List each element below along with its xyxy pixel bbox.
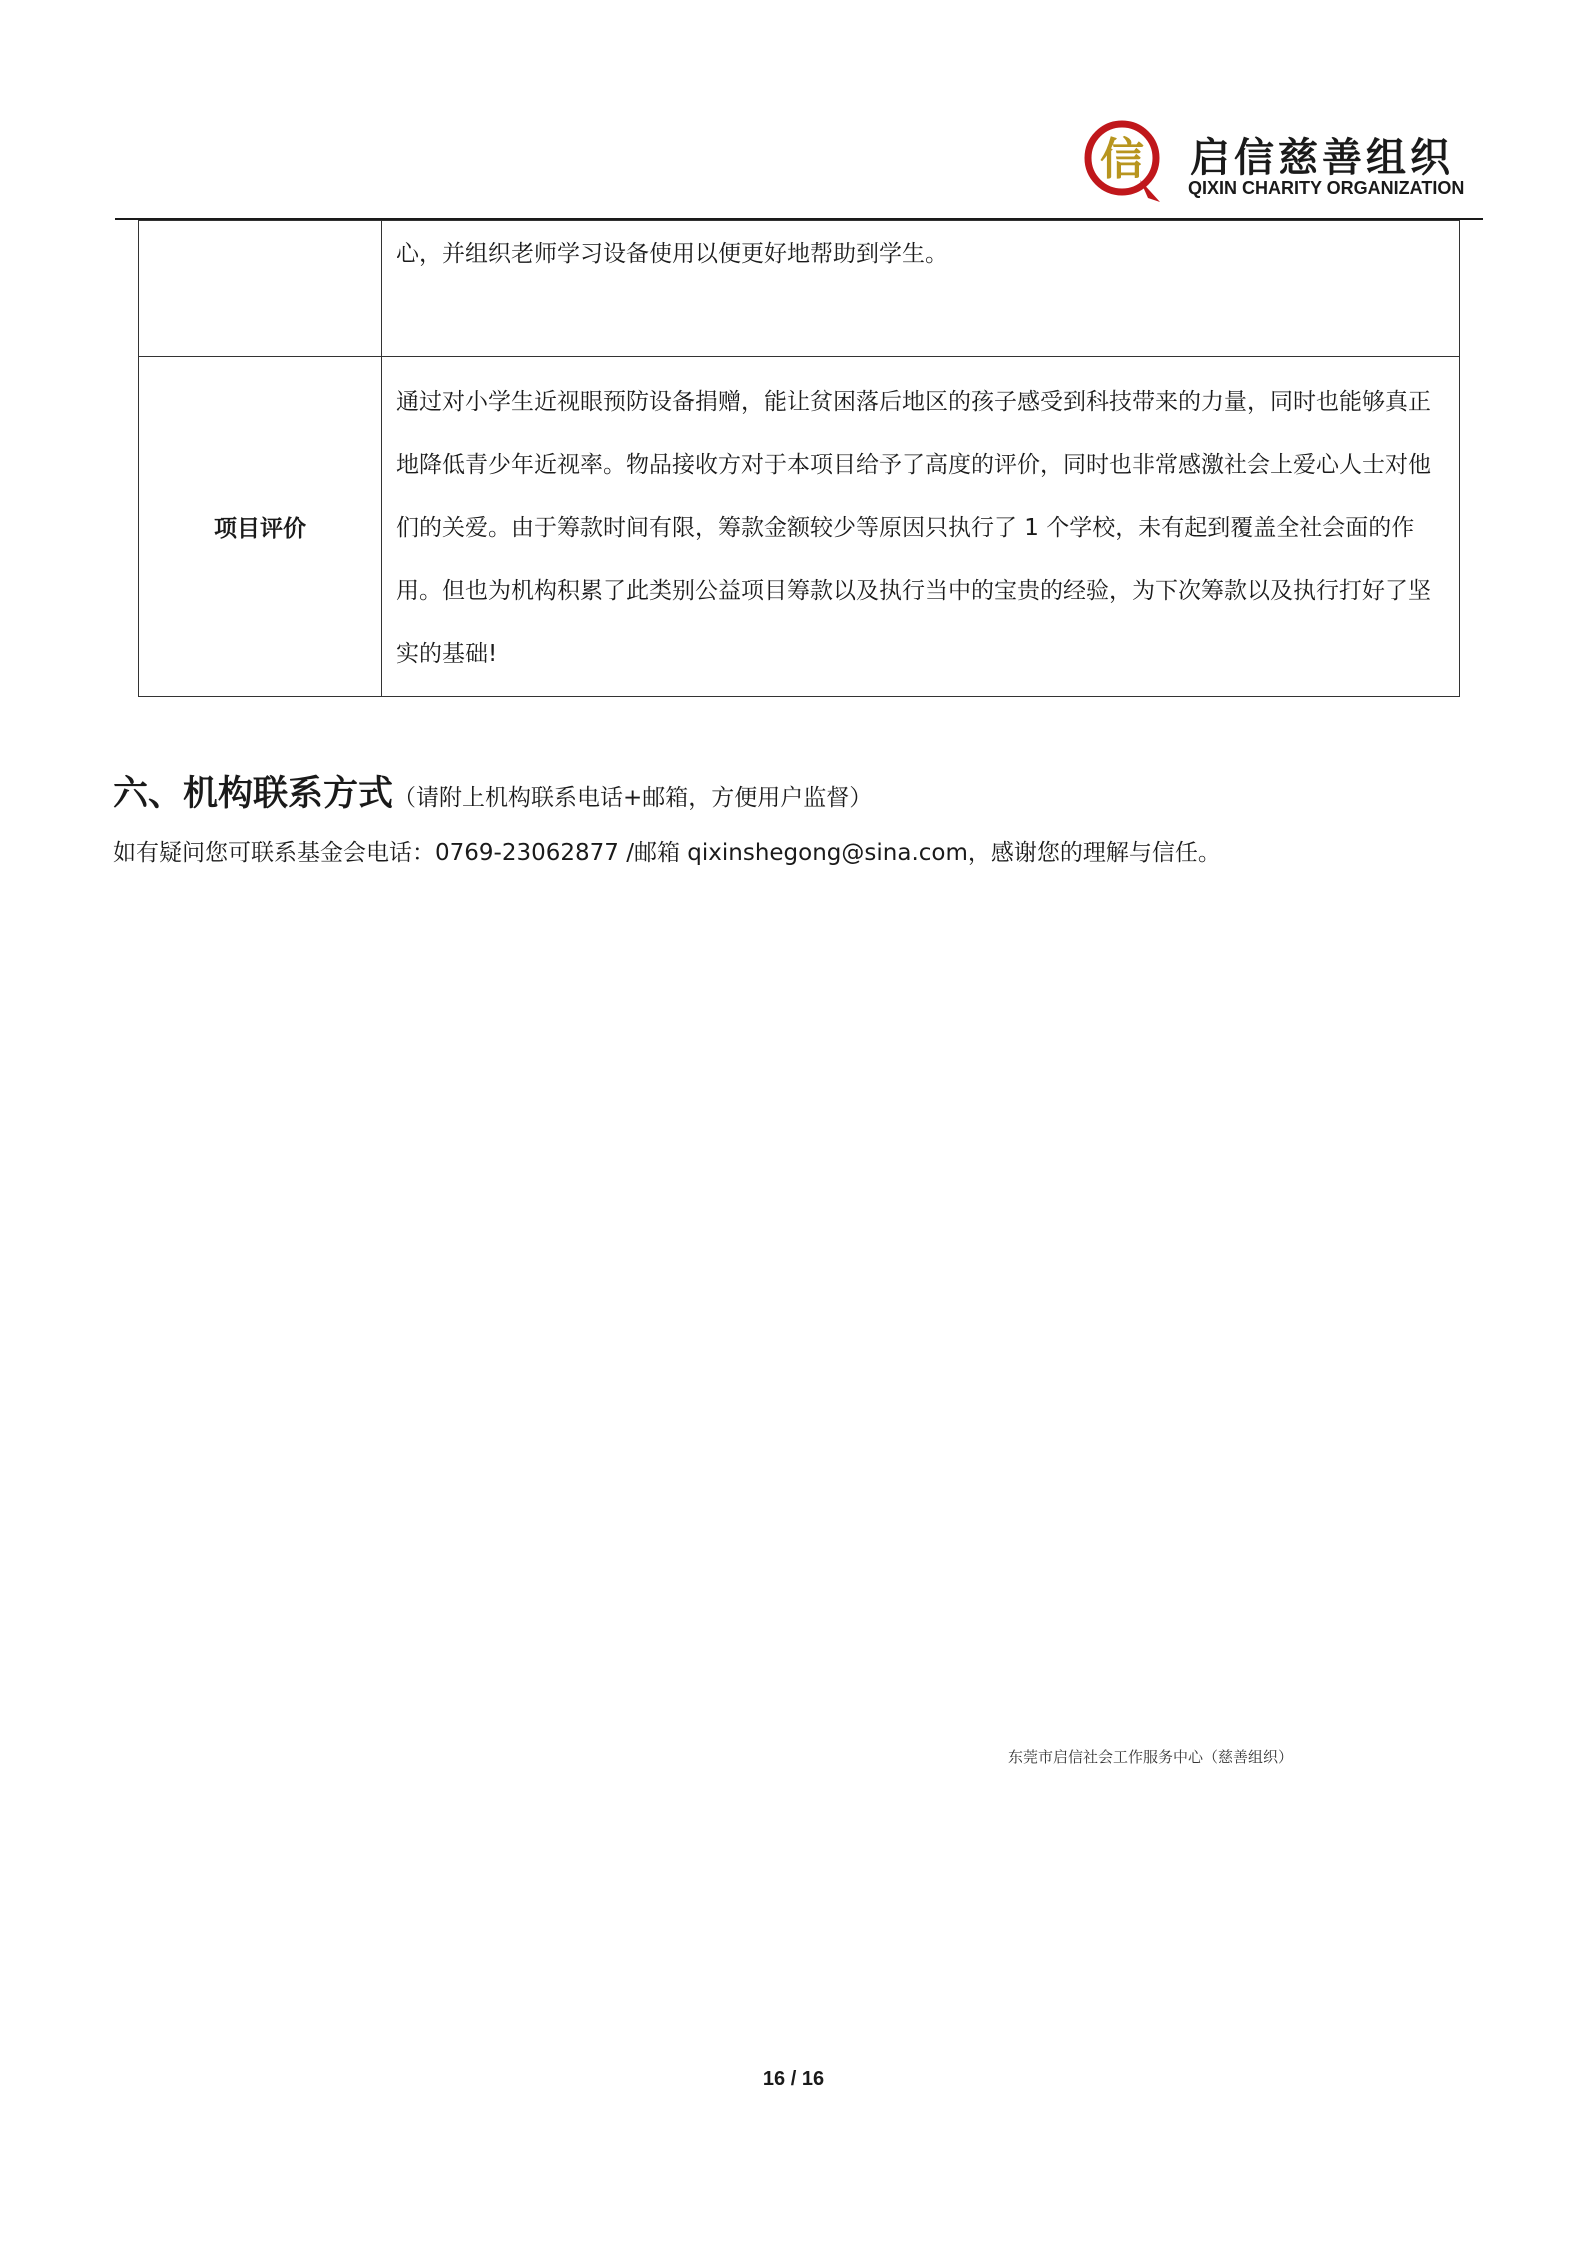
page-header [0, 0, 1587, 222]
section-title-text: 六、机构联系方式 [113, 774, 394, 814]
section-title [113, 766, 872, 816]
signature: 东莞市启信社会工作服务中心（慈善组织） [1008, 1748, 1294, 1766]
org-name-en: QIXIN CHARITY ORGANIZATION [1188, 178, 1465, 198]
project-evaluation-table [138, 220, 1460, 697]
svg-text:信: 信 [1100, 134, 1144, 185]
org-name-cn: 启信慈善组织 [1190, 135, 1454, 181]
row-label: 项目评价 [139, 357, 382, 697]
contact-info: 如有疑问您可联系基金会电话：0769-23062877 /邮箱 qixinshegong@sina.com，感谢您的理解与信任。 [113, 840, 1221, 866]
row-text: 心，并组织老师学习设备使用以便更好地帮助到学生。 [382, 221, 1460, 357]
table-row [139, 221, 1460, 357]
page-number: 16 / 16 [762, 2068, 825, 2090]
section-note: （请附上机构联系电话+邮箱，方便用户监督） [393, 785, 873, 811]
qixin-logo-icon [1082, 118, 1164, 204]
table-row [139, 357, 1460, 697]
row-text: 通过对小学生近视眼预防设备捐赠，能让贫困落后地区的孩子感受到科技带来的力量，同时也能够真正地降低青少年近视率。物品接收方对于本项目给予了高度的评价，同时也非常感激社会上爱心人士对他们的关爱。由于筹款时间有限，筹款金额较少等原因只执行了 1 个学校，未有起到覆盖全社会面的作用。但也为机构积累了此类别公益项目筹款以及执行当中的宝贵的经验，为下次筹款以及执行打好了坚实的基础! [382, 357, 1460, 697]
row-label [139, 221, 382, 357]
